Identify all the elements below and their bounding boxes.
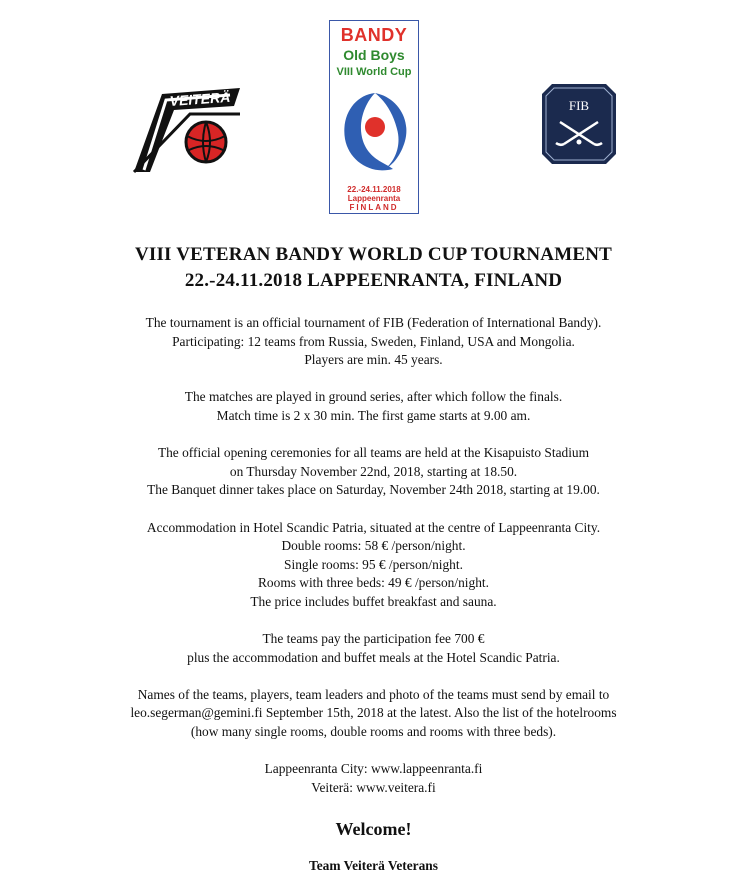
poster-subtitle: Old Boys [343, 47, 405, 63]
signature: Team Veiterä Veterans [309, 858, 438, 874]
text-line: The teams pay the participation fee 700 € [262, 631, 485, 647]
bandy-world-cup-poster [329, 20, 419, 214]
paragraph-ceremonies [0, 444, 747, 500]
lappeenranta-link: Lappeenranta City: www.lappeenranta.fi [264, 761, 483, 777]
paragraph-fib-official [0, 314, 747, 370]
paragraph-registration [0, 686, 747, 742]
veitera-logo-icon [130, 84, 242, 176]
heading-line-2: 22.-24.11.2018 LAPPEENRANTA, FINLAND [184, 270, 563, 291]
welcome-text: Welcome! [335, 819, 412, 840]
text-line: The matches are played in ground series, after which follow the finals. [184, 389, 563, 405]
veitera-logo [130, 84, 242, 176]
text-line: Match time is 2 x 30 min. The first game starts at 9.00 am. [216, 407, 531, 423]
text-line: The Banquet dinner takes place on Saturday, November 24th 2018, starting at 19.00. [147, 482, 600, 498]
poster-date: 22.-24.11.2018 [347, 185, 401, 194]
poster-city: Lappeenranta [347, 194, 401, 203]
poster-title: BANDY [340, 25, 408, 45]
text-line: on Thursday November 22nd, 2018, starting at 18.50. [229, 463, 518, 479]
text-line: Accommodation in Hotel Scandic Patria, situated at the centre of Lappeenranta City. [146, 519, 601, 535]
text-line: The official opening ceremonies for all teams are held at the Kisapuisto Stadium [157, 445, 590, 461]
paragraph-links [0, 760, 747, 797]
text-line: Double rooms: 58 € /person/night. [281, 538, 466, 554]
paragraph-accommodation [0, 519, 747, 612]
veitera-logo-text: VEITERÄ [169, 88, 231, 109]
fib-shield-icon [540, 82, 618, 166]
paragraph-participation-fee [0, 630, 747, 667]
text-line: Players are min. 45 years. [304, 352, 443, 368]
fib-logo [540, 82, 618, 166]
text-line: Single rooms: 95 € /person/night. [284, 556, 463, 572]
bandy-ball-icon [335, 81, 415, 181]
text-line: Participating: 12 teams from Russia, Sweden, Finland, USA and Mongolia. [172, 333, 575, 349]
paragraph-match-format [0, 388, 747, 425]
tournament-announcement [0, 242, 747, 875]
heading-line-1: VIII VETERAN BANDY WORLD CUP TOURNAMENT [134, 244, 613, 265]
poster-country: FINLAND [349, 203, 399, 212]
veitera-link: Veiterä: www.veitera.fi [311, 779, 436, 795]
text-line: (how many single rooms, double rooms and rooms with three beds). [190, 724, 557, 740]
text-line: plus the accommodation and buffet meals at the Hotel Scandic Patria. [187, 649, 560, 665]
text-line: The price includes buffet breakfast and sauna. [250, 593, 497, 609]
poster-cup-name: VIII World Cup [336, 66, 412, 78]
fib-logo-text: FIB [568, 98, 590, 113]
text-line: leo.segerman@gemini.fi September 15th, 2018 at the latest. Also the list of the hotelrooms [130, 705, 617, 721]
text-line: The tournament is an official tournament of FIB (Federation of International Bandy). [145, 315, 602, 330]
text-line: Names of the teams, players, team leaders and photo of the teams must send by email to [137, 686, 610, 702]
text-line: Rooms with three beds: 49 € /person/night. [258, 575, 489, 591]
